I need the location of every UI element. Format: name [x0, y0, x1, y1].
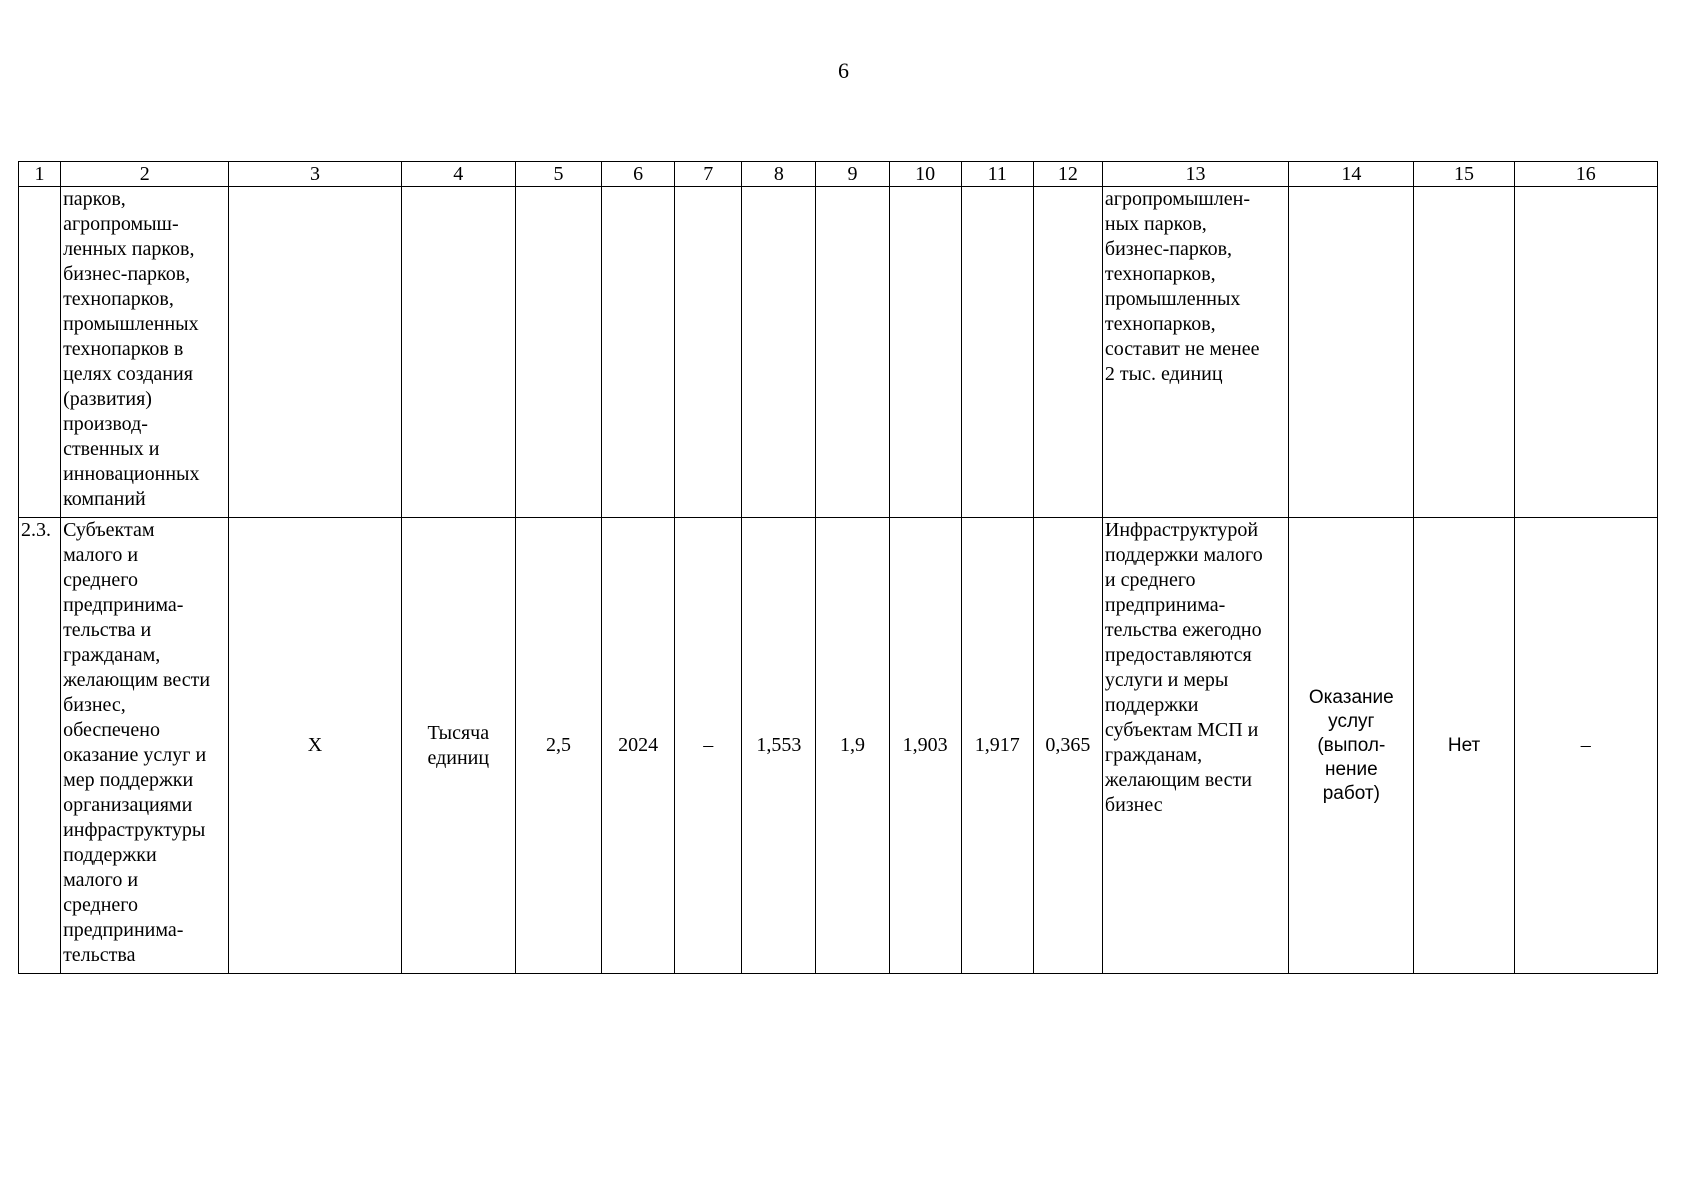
cell-empty: [961, 187, 1033, 518]
header-cell: 15: [1414, 162, 1514, 187]
cell-empty: [602, 187, 675, 518]
cell-empty: [1033, 187, 1102, 518]
header-cell: 1: [19, 162, 61, 187]
header-cell: 11: [961, 162, 1033, 187]
header-cell: 4: [401, 162, 515, 187]
cell-result-description: парков, агропромыш- ленных парков, бизнес-парков, технопарков, промышленных технопарков в целях создания (развития) производ- ственных и инновационных компаний: [61, 187, 229, 518]
cell-empty: [1289, 187, 1414, 518]
table-row-continued: [19, 187, 1658, 518]
header-cell: 2: [61, 162, 229, 187]
cell-unit: Тысяча единиц: [401, 518, 515, 974]
cell-characteristic: агропромышлен- ных парков, бизнес-парков, технопарков, промышленных технопарков, составит не менее 2 тыс. единиц: [1102, 187, 1288, 518]
cell-result-type: Оказание услуг (выпол- нение работ): [1289, 518, 1414, 974]
page-number: 6: [838, 58, 849, 83]
cell-value: 1,903: [889, 518, 961, 974]
table-row-2-3: [19, 518, 1658, 974]
indicators-table: [18, 161, 1658, 974]
header-cell: 13: [1102, 162, 1288, 187]
cell-empty: [889, 187, 961, 518]
header-cell: 14: [1289, 162, 1414, 187]
header-cell: 10: [889, 162, 961, 187]
cell-empty: [515, 187, 601, 518]
cell-empty: [742, 187, 816, 518]
cell-empty: [816, 187, 889, 518]
cell-empty: [401, 187, 515, 518]
cell-dash: –: [1514, 518, 1657, 974]
cell-characteristic: Инфраструктурой поддержки малого и среднего предпринима- тельства ежегодно предоставляются услуги и меры поддержки субъектам МСП и гражданам, желающим вести бизнес: [1102, 518, 1288, 974]
header-cell: 5: [515, 162, 601, 187]
cell-value: 1,553: [742, 518, 816, 974]
cell-value: 0,365: [1033, 518, 1102, 974]
cell-value: 1,9: [816, 518, 889, 974]
cell-dash: –: [675, 518, 742, 974]
header-cell: 12: [1033, 162, 1102, 187]
header-cell: 8: [742, 162, 816, 187]
cell-col3: Х: [229, 518, 401, 974]
header-cell: 16: [1514, 162, 1657, 187]
cell-empty: [229, 187, 401, 518]
header-cell: 6: [602, 162, 675, 187]
cell-year: 2024: [602, 518, 675, 974]
cell-empty: [19, 187, 61, 518]
cell-result-description: Субъектам малого и среднего предпринима- тельства и гражданам, желающим вести бизнес, обеспечено оказание услуг и мер поддержки организациями инфраструктуры поддержки малого и среднего предпринима- тельства: [61, 518, 229, 974]
table-header-row: [19, 162, 1658, 187]
cell-flag: Нет: [1414, 518, 1514, 974]
cell-empty: [1414, 187, 1514, 518]
header-cell: 7: [675, 162, 742, 187]
cell-empty: [675, 187, 742, 518]
header-cell: 3: [229, 162, 401, 187]
cell-value: 2,5: [515, 518, 601, 974]
cell-row-number: 2.3.: [19, 518, 61, 974]
cell-value: 1,917: [961, 518, 1033, 974]
header-cell: 9: [816, 162, 889, 187]
cell-empty: [1514, 187, 1657, 518]
